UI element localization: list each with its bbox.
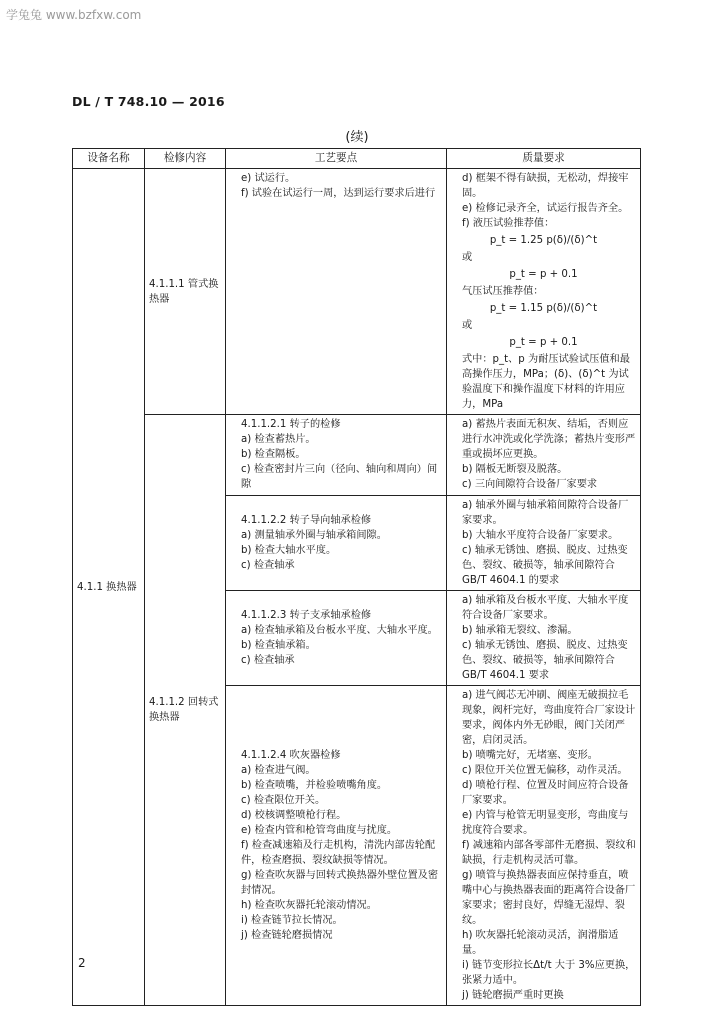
header-process: 工艺要点 (226, 149, 447, 169)
sub-item-rotary: 4.1.1.2 回转式换热器 (149, 697, 219, 723)
process-line: a) 检查蓄热片。 (241, 434, 316, 445)
formula-text: p_t = p + 0.1 (509, 269, 578, 280)
process-heading: 4.1.1.2.3 转子支承轴承检修 (241, 610, 372, 621)
process-heading: 4.1.1.2.1 转子的检修 (241, 419, 341, 430)
process-line: h) 检查吹灰器托轮滚动情况。 (241, 900, 377, 911)
quality-line: d) 框架不得有缺损，无松动，焊接牢固。 (462, 173, 629, 199)
content-cell-tube (145, 169, 226, 415)
content-cell-rotary (145, 415, 226, 1006)
quality-cell (447, 591, 641, 686)
process-line: c) 检查轴承 (241, 655, 295, 666)
quality-line: b) 轴承箱无裂纹、渗漏。 (462, 625, 578, 636)
process-line: g) 检查吹灰器与回转式换热器外壁位置及密封情况。 (241, 870, 439, 896)
process-line: f) 检查减速箱及行走机构，清洗内部齿轮配件，检查磨损、裂纹缺损等情况。 (241, 840, 436, 866)
formula-hydraulic-1 (451, 233, 636, 248)
standard-code: DL / T 748.10 — 2016 (72, 94, 225, 109)
formula-note: 式中：p_t、p 为耐压试验试压值和最高操作压力，MPa；(δ)、(δ)^t 为试验温度下和操作温度下材料的许用应力，MPa (462, 354, 630, 410)
process-line: f) 试验在试运行一周，达到运行要求后进行 (241, 188, 436, 199)
or-label: 或 (462, 320, 473, 331)
process-cell (226, 686, 447, 1006)
quality-line: j) 链轮磨损严重时更换 (462, 990, 564, 1001)
quality-cell (447, 415, 641, 496)
maintenance-table (72, 148, 641, 1006)
process-line: c) 检查轴承 (241, 560, 295, 571)
quality-line: c) 轴承无锈蚀、磨损、脱皮、过热变色、裂纹、破损等，轴承间隙符合 GB/T 4604.1 要求 (462, 640, 628, 681)
header-quality: 质量要求 (447, 149, 641, 169)
formula-text: p_t = p + 0.1 (509, 337, 578, 348)
process-line: b) 检查轴承箱。 (241, 640, 316, 651)
quality-line: a) 进气阀芯无冲刷、阀座无破损拉毛现象，阀杆完好，弯曲度符合厂家设计要求，阀体内外无砂眼，阀门关闭严密，启闭灵活。 (462, 690, 636, 746)
process-cell (226, 496, 447, 591)
continued-label: (续) (345, 130, 369, 145)
quality-line: f) 液压试验推荐值： (462, 218, 555, 229)
process-cell (226, 591, 447, 686)
watermark: 学兔兔 www.bzfxw.com (6, 8, 142, 22)
process-line: c) 检查限位开关。 (241, 795, 326, 806)
equipment-name: 4.1.1 换热器 (77, 581, 137, 593)
process-line: j) 检查链轮磨损情况 (241, 930, 333, 941)
quality-line: d) 喷枪行程、位置及时间应符合设备厂家要求。 (462, 780, 629, 806)
table-row-rotor (73, 415, 641, 496)
process-line: a) 检查进气阀。 (241, 765, 316, 776)
process-line: b) 检查隔板。 (241, 449, 306, 460)
sub-item-tube: 4.1.1.1 管式换热器 (149, 278, 219, 305)
process-line: e) 试运行。 (241, 173, 296, 184)
process-line: a) 测量轴承外圈与轴承箱间隙。 (241, 530, 387, 541)
quality-line: e) 内管与枪管无明显变形，弯曲度与扰度符合要求。 (462, 810, 629, 836)
quality-line: g) 喷管与换热器表面应保持垂直，喷嘴中心与换热器表面的距离符合设备厂家要求；密封良好，焊缝无湿焊、裂纹。 (462, 870, 636, 926)
formula-text: p_t = 1.25 p(δ)/(δ)^t (489, 235, 598, 246)
quality-line: b) 大轴水平度符合设备厂家要求。 (462, 530, 619, 541)
process-line: b) 检查喷嘴，并检验喷嘴角度。 (241, 780, 388, 791)
quality-line: a) 轴承箱及台板水平度、大轴水平度符合设备厂家要求。 (462, 595, 629, 621)
quality-line: c) 轴承无锈蚀、磨损、脱皮、过热变色、裂纹、破损等，轴承间隙符合 GB/T 4604.1 的要求 (462, 545, 628, 586)
equipment-cell (73, 169, 145, 1006)
quality-cell (447, 496, 641, 591)
table-header-row (73, 149, 641, 169)
quality-cell (447, 686, 641, 1006)
quality-cell-tube (447, 169, 641, 415)
process-line: a) 检查轴承箱及台板水平度、大轴水平度。 (241, 625, 438, 636)
quality-line: b) 喷嘴完好，无堵塞、变形。 (462, 750, 598, 761)
quality-line: 气压试压推荐值： (462, 286, 544, 297)
or-label: 或 (462, 252, 473, 263)
process-heading: 4.1.1.2.2 转子导向轴承检修 (241, 515, 372, 526)
process-cell (226, 415, 447, 496)
formula-gas-1 (451, 301, 636, 316)
table-row-tube-exchanger (73, 169, 641, 415)
process-line: b) 检查大轴水平度。 (241, 545, 337, 556)
quality-line: c) 三向间隙符合设备厂家要求 (462, 479, 598, 490)
process-cell-tube (226, 169, 447, 415)
formula-text: p_t = 1.15 p(δ)/(δ)^t (489, 303, 598, 314)
quality-line: c) 限位开关位置无偏移，动作灵活。 (462, 765, 628, 776)
process-line: e) 检查内管和枪管弯曲度与扰度。 (241, 825, 398, 836)
quality-line: i) 链节变形拉长Δt/t 大于 3%应更换，张紧力适中。 (462, 960, 636, 986)
formula-gas-2 (451, 335, 636, 350)
quality-line: b) 隔板无断裂及脱落。 (462, 464, 568, 475)
quality-line: f) 减速箱内部各零部件无磨损、裂纹和缺损，行走机构灵活可靠。 (462, 840, 636, 866)
quality-line: a) 轴承外圈与轴承箱间隙符合设备厂家要求。 (462, 500, 629, 526)
process-heading: 4.1.1.2.4 吹灰器检修 (241, 750, 341, 761)
page-number: 2 (78, 956, 86, 970)
process-line: i) 检查链节拉长情况。 (241, 915, 343, 926)
quality-line: h) 吹灰器托轮滚动灵活，润滑脂适量。 (462, 930, 619, 956)
process-line: d) 校核调整喷枪行程。 (241, 810, 347, 821)
process-line: c) 检查密封片三向（径向、轴向和周向）间隙 (241, 464, 438, 490)
header-content: 检修内容 (145, 149, 226, 169)
header-equipment: 设备名称 (73, 149, 145, 169)
quality-line: e) 检修记录齐全，试运行报告齐全。 (462, 203, 629, 214)
formula-hydraulic-2 (451, 267, 636, 282)
quality-line: a) 蓄热片表面无积灰、结垢，否则应进行水冲洗或化学洗涤；蓄热片变形严重或损坏应更换。 (462, 419, 636, 460)
